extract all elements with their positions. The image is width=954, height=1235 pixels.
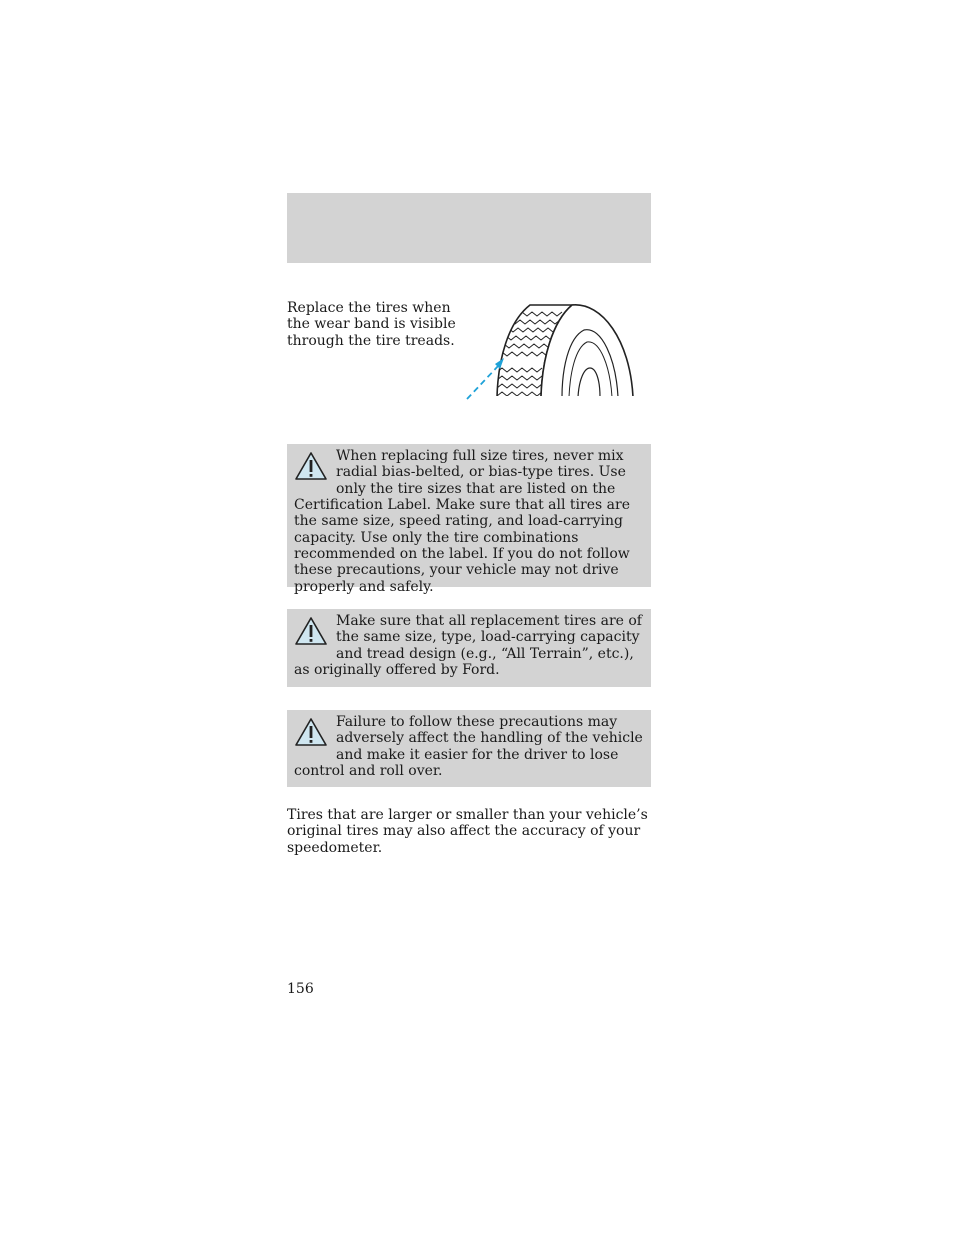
tire-wear-band-illustration <box>462 300 638 402</box>
tire-replacement-instruction: Replace the tires when the wear band is visible through the tire treads. <box>287 300 456 349</box>
warning-text: Make sure that all replacement tires are of the same size, type, load-carrying capacity and tread design (e.g., “All Terrain”, etc.), as originally offered by Ford. <box>294 613 642 679</box>
warning-box-replacement-tires <box>287 609 651 687</box>
page-number: 156 <box>287 981 314 997</box>
warning-box-handling <box>287 710 651 787</box>
warning-triangle-icon <box>294 717 328 747</box>
warning-triangle-icon <box>294 616 328 646</box>
warning-triangle-icon <box>294 451 328 481</box>
warning-text: When replacing full size tires, never mix radial bias-belted, or bias-type tires. Use only the tire sizes that are listed on the Certification Label. Make sure that all tires are the same size, speed rating, and load-carrying capacity. Use only the tire combinations recommended on the label. If you do not follow these precautions, your vehicle may not drive properly and safely. <box>294 448 630 595</box>
section-header-band <box>287 193 651 263</box>
warning-text: Failure to follow these precautions may adversely affect the handling of the vehicle and make it easier for the driver to lose control and roll over. <box>294 714 643 780</box>
tire-wear-band-icon <box>462 300 638 402</box>
speedometer-accuracy-note: Tires that are larger or smaller than your vehicle’s original tires may also affect the accuracy of your speedometer. <box>287 807 648 856</box>
warning-box-tire-mixing <box>287 444 651 595</box>
